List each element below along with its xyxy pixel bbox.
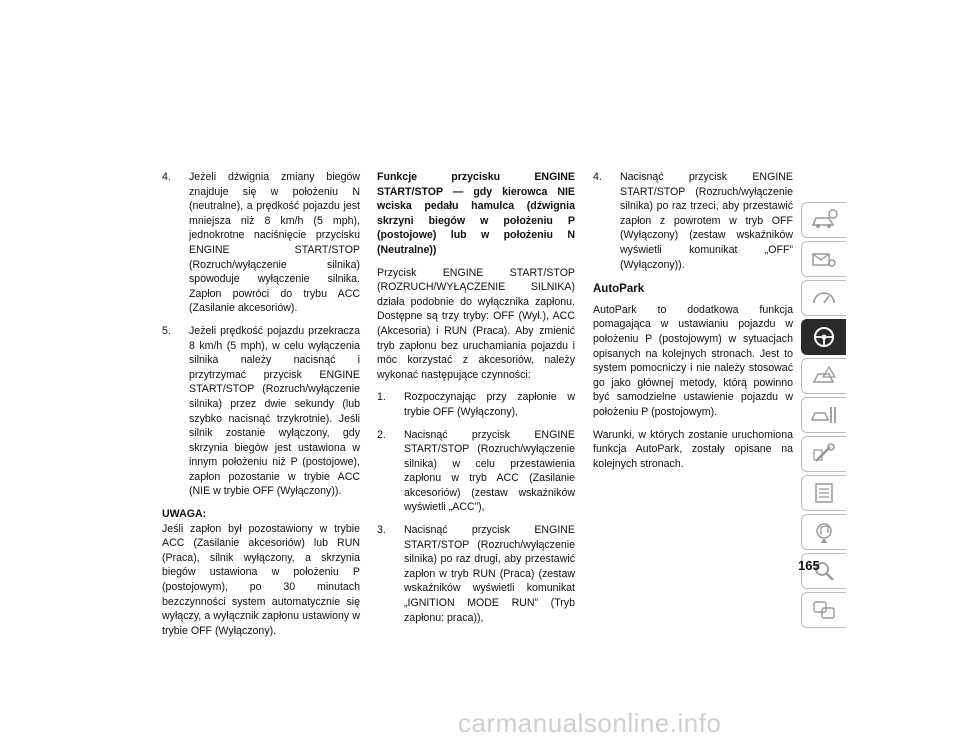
list-number: 5. bbox=[162, 324, 171, 337]
watermark: carmanualsonline.info bbox=[458, 708, 722, 738]
tab-car-info[interactable] bbox=[801, 202, 846, 238]
envelope-key-icon bbox=[809, 246, 839, 272]
list-item bbox=[162, 170, 360, 316]
list-item bbox=[377, 523, 575, 625]
steering-wheel-icon bbox=[809, 324, 839, 350]
autopark-paragraph: Warunki, w których zostanie uruchomiona funkcja AutoPark, zostały opisane na kolejnych stronach. bbox=[593, 428, 793, 470]
column-middle bbox=[377, 170, 575, 633]
tab-safety[interactable] bbox=[801, 358, 846, 394]
list-text: Nacisnąć przycisk ENGINE START/STOP (Rozruch/wyłączenie silnika) po raz drugi, aby przestawić zapłon w tryb RUN (Praca) (zestaw wskaźników wyświetli komunikat „IGNITION MODE RUN” (Tryb zapłonu: praca)), bbox=[404, 524, 575, 624]
list-text: Rozpoczynając przy zapłonie w trybie OFF (Wyłączony), bbox=[404, 391, 575, 418]
list-item bbox=[593, 170, 793, 272]
page-number: 165 bbox=[798, 558, 820, 573]
note-text: Jeśli zapłon był pozostawiony w trybie ACC (Zasilanie akcesoriów) lub RUN (Praca), silnik wyłączony, a skrzynia biegów ustawiona w położeniu P (postojowym), po 30 minutach bezczynności system automatycznie się wyłączy, a wyłącznik zapłonu ustawiony w trybie OFF (Wyłączony). bbox=[162, 522, 360, 637]
tab-emergency[interactable] bbox=[801, 397, 846, 433]
list-number: 2. bbox=[377, 428, 386, 441]
tab-starting-operating[interactable] bbox=[801, 319, 846, 355]
list-item bbox=[377, 390, 575, 419]
music-nav-icon bbox=[809, 519, 839, 545]
column-left bbox=[162, 170, 360, 646]
list-text: Nacisnąć przycisk ENGINE START/STOP (Rozruch/wyłączenie silnika) w celu przestawienia zapłonu w tryb ACC (Zasilanie akcesoriów) (zestaw wskaźników wyświetli „ACC”), bbox=[404, 428, 575, 514]
car-info-icon bbox=[809, 207, 839, 233]
list-number: 4. bbox=[593, 171, 602, 183]
section-bold-heading: Funkcje przycisku ENGINE START/STOP — gdy kierowca NIE wciska pedału hamulca (dźwignia skrzyni biegów w położeniu P (postojowe) lub w położeniu N (Neutralne)) bbox=[377, 171, 575, 256]
column-right bbox=[593, 170, 793, 479]
warning-car-icon bbox=[809, 363, 839, 389]
list-item bbox=[377, 428, 575, 516]
autopark-paragraph: AutoPark to dodatkowa funkcja pomagająca w ustawianiu pojazdu w położeniu P (postojowym) w sytuacjach opisanych na kolejnych stronach. Jest to system pomocniczy i nie należy stosować go jako głównej metody, którą powinno być samodzielne ustawienie pojazdu w położeniu P (postojowym). bbox=[593, 303, 793, 418]
tab-keys[interactable] bbox=[801, 241, 846, 277]
list-item bbox=[162, 324, 360, 499]
car-tools-icon bbox=[809, 402, 839, 428]
tab-dashboard[interactable] bbox=[801, 280, 846, 316]
list-text: Jeżeli prędkość pojazdu przekracza 8 km/h (5 mph), w celu wyłączenia silnika należy nacisnąć i przytrzymać przycisk ENGINE START/STOP (Rozruch/wyłączenie silnika) przez dwie sekundy (lub szybko nacisnąć trzykrotnie). Jeśli silnik zostanie wyłączony, gdy skrzynia biegów jest ustawiona w innym położeniu niż P (postojowe), zapłon pozostanie w trybie ACC (NIE w trybie OFF (Wyłączony)). bbox=[189, 324, 360, 498]
intro-paragraph: Przycisk ENGINE START/STOP (ROZRUCH/WYŁĄCZENIE SILNIKA) działa podobnie do wyłącznika zapłonu. Dostępne są trzy tryby: OFF (Wył.), ACC (Akcesoria) i RUN (Praca). Aby zmienić tryb zapłonu bez uruchamiania pojazdu i móc korzystać z akcesoriów, należy wykonać następujące czynności: bbox=[377, 266, 575, 381]
wrench-icon bbox=[809, 441, 839, 467]
tab-languages[interactable] bbox=[801, 592, 846, 628]
dashboard-icon bbox=[809, 285, 839, 311]
list-number: 1. bbox=[377, 391, 386, 404]
note-heading: UWAGA: bbox=[162, 508, 207, 521]
section-heading-autopark: AutoPark bbox=[593, 283, 645, 296]
list-text: Jeżeli dźwignia zmiany biegów znajduje się w położeniu N (neutralne), a prędkość pojazdu jest mniejsza niż 8 km/h (5 mph), jednokrotne naciśnięcie przycisku ENGINE START/STOP (Rozruch/wyłączenie silnika) spowoduje wyłączenie silnika. Zapłon powróci do trybu ACC (Zasilanie akcesoriów). bbox=[189, 171, 360, 315]
multilingual-icon bbox=[809, 597, 839, 623]
list-icon bbox=[809, 480, 839, 506]
list-text: Nacisnąć przycisk ENGINE START/STOP (Rozruch/wyłączenie silnika) po raz trzeci, aby przestawić zapłon z powrotem w tryb OFF (Wyłączony) (zestaw wskaźników wyświetli komunikat „OFF” (Wyłączony)). bbox=[620, 171, 793, 271]
list-number: 4. bbox=[162, 171, 171, 183]
tab-specifications[interactable] bbox=[801, 475, 846, 511]
tab-service[interactable] bbox=[801, 436, 846, 472]
list-number: 3. bbox=[377, 524, 386, 537]
tab-multimedia[interactable] bbox=[801, 514, 846, 550]
